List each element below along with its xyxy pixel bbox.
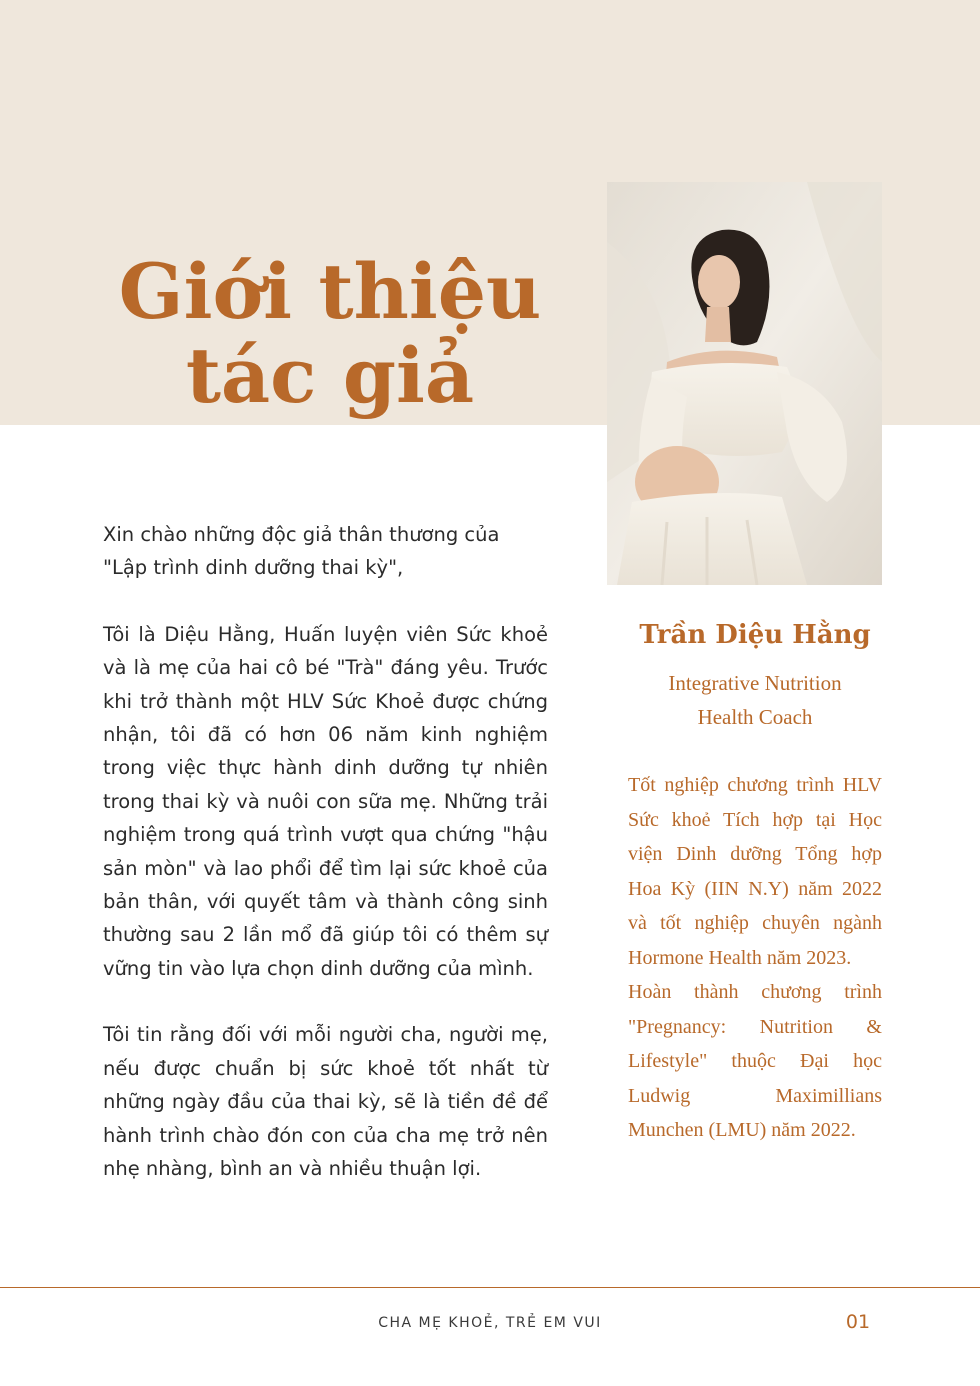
author-photo bbox=[607, 182, 882, 585]
intro-greeting: Xin chào những độc giả thân thương của "Lập trình dinh dưỡng thai kỳ", bbox=[103, 523, 500, 580]
title-line-2: tác giả bbox=[185, 331, 475, 420]
intro-text bbox=[103, 518, 548, 1218]
page-title bbox=[95, 247, 565, 420]
footer-divider bbox=[0, 1287, 980, 1288]
author-role-line-1: Integrative Nutrition bbox=[668, 671, 842, 695]
footer-tagline: CHA MẸ KHOẺ, TRẺ EM VUI bbox=[378, 1315, 602, 1331]
author-name: Trần Diệu Hằng bbox=[639, 620, 871, 650]
intro-paragraph-1: Tôi là Diệu Hằng, Huấn luyện viên Sức khoẻ và là mẹ của hai cô bé "Trà" đáng yêu. Trước khi trở thành một HLV Sức Khoẻ được chứng nhận, tôi đã có hơn 06 năm kinh nghiệm trong việc thực hành dinh dưỡng tự nhiên trong thai kỳ và nuôi con sữa mẹ. Những trải nghiệm trong quá trình vượt qua chứng "hậu sản mòn" và lao phổi để tìm lại sức khoẻ của bản thân, với quyết tâm và thành công sinh thường sau 2 lần mổ đã giúp tôi có thêm sự vững tin vào lựa chọn dinh dưỡng của mình. bbox=[103, 622, 548, 980]
title-line-1: Giới thiệu bbox=[118, 247, 542, 336]
author-bio-2: Hoàn thành chương trình "Pregnancy: Nutrition & Lifestyle" thuộc Đại học Ludwig Maximillians Munchen (LMU) năm 2022. bbox=[628, 981, 882, 1141]
author-role bbox=[615, 666, 895, 734]
page-number: 01 bbox=[845, 1311, 871, 1333]
intro-paragraph-2: Tôi tin rằng đối với mỗi người cha, người mẹ, nếu được chuẩn bị sức khoẻ tốt nhất từ những ngày đầu của thai kỳ, sẽ là tiền đề để hành trình chào đón con của cha mẹ trở nên nhẹ nhàng, bình an và nhiều thuận lợi. bbox=[103, 1023, 548, 1180]
author-bio-1: Tốt nghiệp chương trình HLV Sức khoẻ Tích hợp tại Học viện Dinh dưỡng Tổng hợp Hoa Kỳ (IIN N.Y) năm 2022 và tốt nghiệp chuyên ngành Hormone Health năm 2023. bbox=[628, 774, 882, 969]
author-role-line-2: Health Coach bbox=[697, 705, 813, 729]
author-bio bbox=[628, 768, 882, 1148]
